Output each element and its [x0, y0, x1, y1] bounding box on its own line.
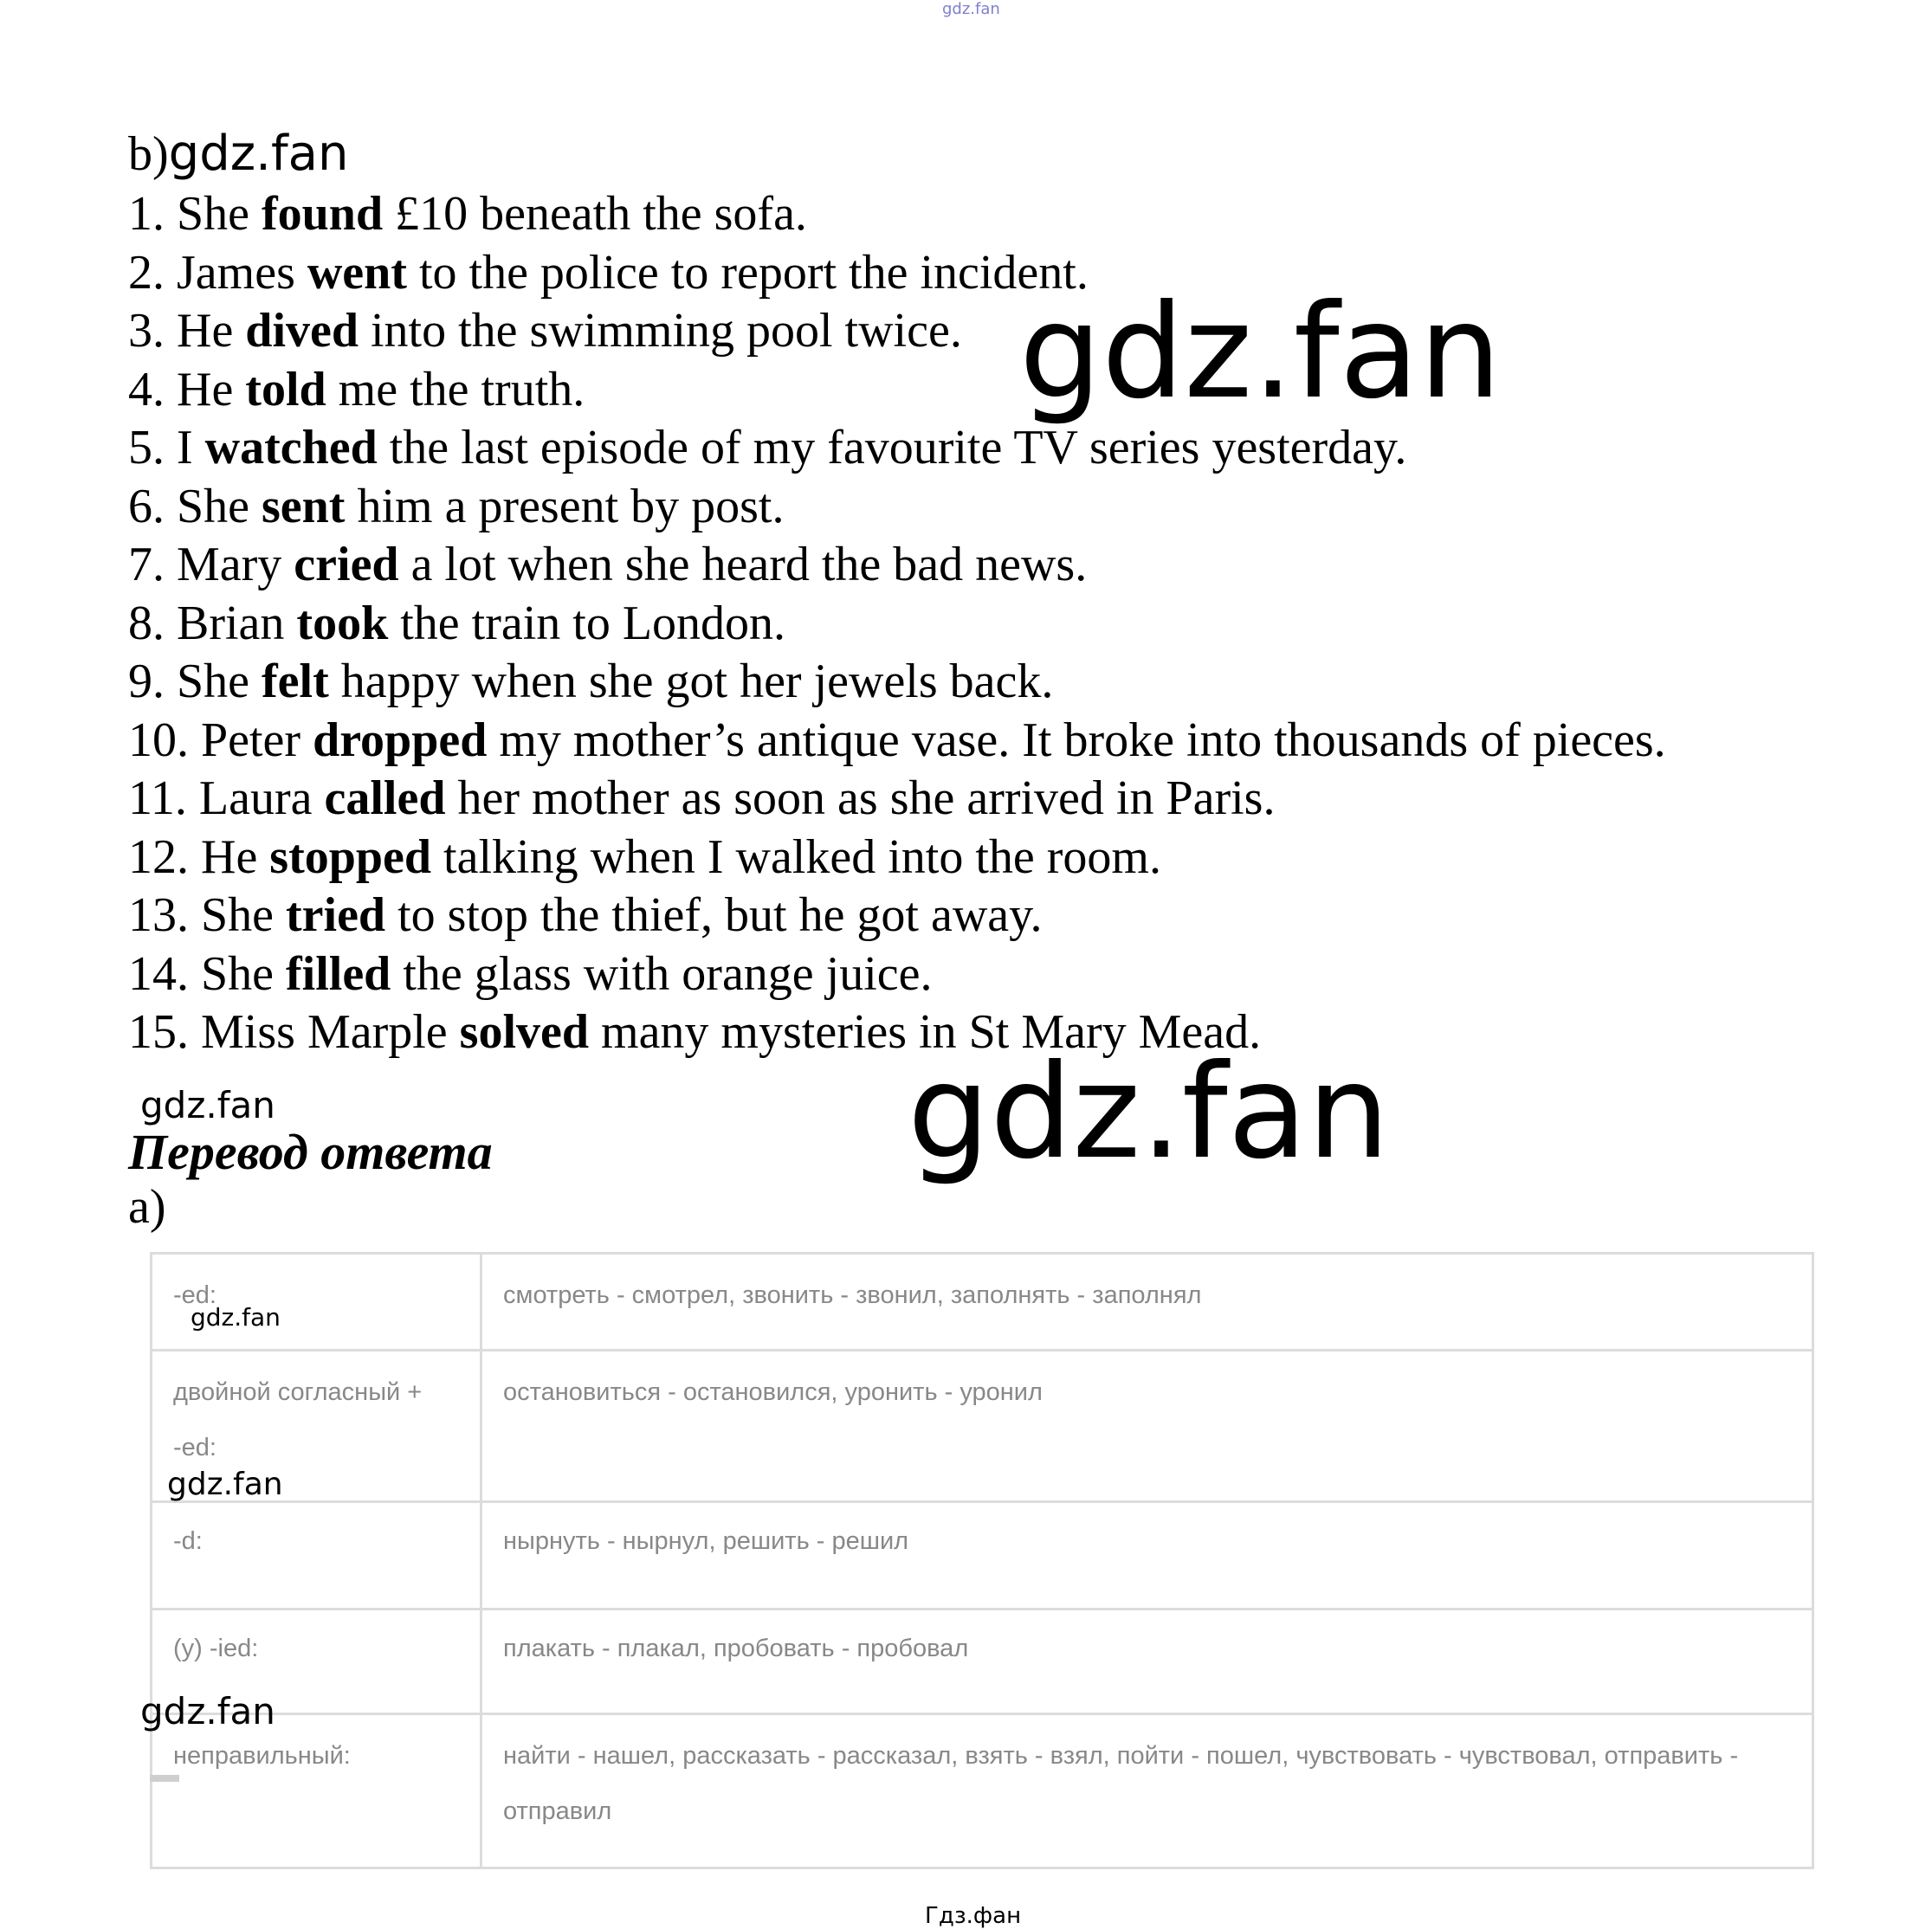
- sentence-item: 3. He dived into the swimming pool twice.: [128, 304, 962, 358]
- verb: watched: [204, 421, 378, 474]
- examples-cell: остановиться - остановился, уронить - уронил: [481, 1351, 1813, 1502]
- rule-cell: (y) -ied:: [152, 1610, 481, 1714]
- table-row: [152, 1502, 1813, 1610]
- sentence-item: 12. He stopped talking when I walked into the room.: [128, 829, 1161, 884]
- sentence-item: 13. She tried to stop the thief, but he got away.: [128, 888, 1043, 942]
- rule-cell: неправильный:: [152, 1714, 481, 1868]
- table-row: [152, 1714, 1813, 1868]
- examples-cell: нырнуть - нырнул, решить - решил: [481, 1502, 1813, 1610]
- horizontal-scrollbar[interactable]: [150, 1775, 179, 1782]
- watermark-large: gdz.fan: [908, 1037, 1390, 1188]
- section-b-letter: b): [128, 127, 169, 181]
- rule-cell: двойной согласный + -ed:: [152, 1351, 481, 1502]
- verb: felt: [262, 655, 329, 708]
- watermark-small: gdz.fan: [140, 1084, 275, 1126]
- verb: dived: [245, 304, 359, 358]
- examples-cell: смотреть - смотрел, звонить - звонил, заполнять - заполнял: [481, 1254, 1813, 1351]
- table-row: [152, 1254, 1813, 1351]
- sentence-item: 6. She sent him a present by post.: [128, 479, 785, 533]
- verb: found: [262, 187, 384, 241]
- watermark-small: gdz.fan: [140, 1690, 275, 1732]
- sentence-item: 4. He told me the truth.: [128, 362, 585, 416]
- sentence-item: 8. Brian took the train to London.: [128, 596, 786, 650]
- watermark-small: gdz.fan: [191, 1303, 281, 1332]
- verb: told: [245, 362, 326, 416]
- section-a-label: a): [128, 1180, 166, 1234]
- verb: cried: [294, 538, 399, 591]
- watermark-top: gdz.fan: [942, 0, 1000, 18]
- rule-cell: -d:: [152, 1502, 481, 1610]
- verb: filled: [286, 946, 391, 1001]
- sentence-item: 9. She felt happy when she got her jewels back.: [128, 655, 1054, 708]
- verb: stopped: [269, 829, 432, 884]
- verb: dropped: [313, 713, 488, 767]
- watermark-small: gdz.fan: [167, 1467, 283, 1502]
- examples-cell: плакать - плакал, пробовать - пробовал: [481, 1610, 1813, 1714]
- verb: called: [324, 771, 446, 825]
- verb: sent: [262, 479, 346, 533]
- table-row: [152, 1610, 1813, 1714]
- sentence-item: 14. She filled the glass with orange juice.: [128, 946, 933, 1001]
- translation-heading: Перевод ответа: [128, 1124, 493, 1180]
- sentence-item: 7. Mary cried a lot when she heard the bad news.: [128, 538, 1088, 591]
- verb: took: [296, 596, 389, 650]
- watermark-large: gdz.fan: [1019, 277, 1502, 428]
- verb-forms-table: [150, 1252, 1814, 1869]
- watermark-inline: gdz.fan: [168, 126, 349, 182]
- sentence-item: 10. Peter dropped my mother’s antique vase. It broke into thousands of pieces.: [128, 713, 1666, 767]
- verb: tried: [286, 888, 386, 942]
- section-b-label: [128, 128, 348, 180]
- examples-cell: найти - нашел, рассказать - рассказал, взять - взял, пойти - пошел, чувствовать - чувствовал, отправить - отправил: [481, 1714, 1813, 1868]
- sentence-item: 15. Miss Marple solved many mysteries in St Mary Mead.: [128, 1005, 1262, 1059]
- table-row: [152, 1351, 1813, 1502]
- sentence-item: 2. James went to the police to report the incident.: [128, 245, 1089, 300]
- footer-watermark: Гдз.фан: [925, 1903, 1022, 1929]
- rule-cell: -ed:: [152, 1254, 481, 1351]
- verb: solved: [459, 1005, 590, 1059]
- sentence-item: 5. I watched the last episode of my favourite TV series yesterday.: [128, 421, 1407, 474]
- verb: went: [307, 245, 407, 300]
- sentence-item: 11. Laura called her mother as soon as she arrived in Paris.: [128, 771, 1276, 825]
- sentence-item: 1. She found £10 beneath the sofa.: [128, 187, 807, 241]
